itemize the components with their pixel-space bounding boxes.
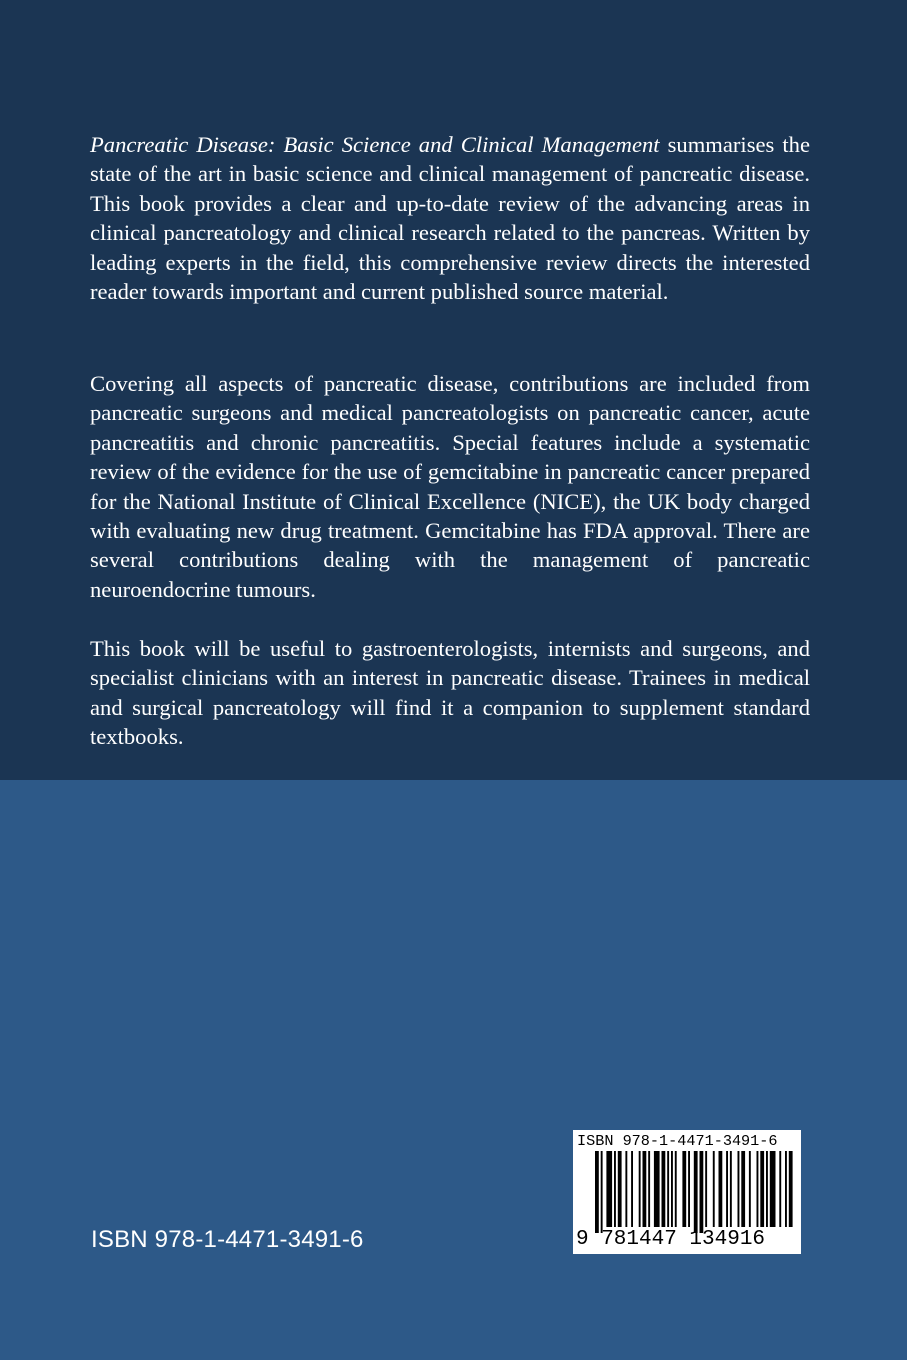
barcode-bar — [601, 1151, 603, 1233]
barcode-bar — [785, 1151, 787, 1227]
barcode-bar — [760, 1151, 764, 1227]
barcode-bar — [606, 1151, 612, 1227]
barcode-bar — [662, 1151, 666, 1227]
barcode-bar — [694, 1151, 698, 1233]
barcode-bar — [726, 1151, 728, 1227]
barcode-bar — [667, 1151, 669, 1227]
barcode-bar — [671, 1151, 673, 1227]
barcode-bar — [766, 1151, 768, 1227]
barcode-bar — [625, 1151, 627, 1227]
barcode-bar — [719, 1151, 723, 1227]
barcode-bars-icon — [573, 1151, 801, 1233]
barcode-bar — [705, 1151, 707, 1227]
blurb-paragraph-3: This book will be useful to gastroenterologists, internists and surgeons, and specialist clinicians with an interest in pancreatic disease. Trainees in medical and surgical pancreatology will find it a companion to supplement standard textbooks. — [90, 636, 810, 750]
barcode-bar — [789, 1151, 793, 1227]
barcode-bar — [675, 1151, 677, 1227]
barcode-bar — [618, 1151, 622, 1227]
barcode-bar — [631, 1151, 633, 1227]
book-title-italic: Pancreatic Disease: Basic Science and Clinical Management — [90, 132, 660, 157]
barcode-bar — [779, 1151, 781, 1227]
barcode-bar — [614, 1151, 616, 1227]
barcode-bar — [770, 1151, 776, 1227]
barcode-bar — [713, 1151, 715, 1227]
barcode-bar — [643, 1151, 647, 1227]
barcode-bar — [639, 1151, 641, 1227]
barcode-bar — [654, 1151, 660, 1227]
barcode-bar — [749, 1151, 751, 1227]
blurb-paragraph-1-text: summarises the state of the art in basic science and clinical management of pancreatic disease. This book provides a clear and up-to-date review of the advancing areas in clinical pancreatology and clinical research related to the pancreas. Written by leading experts in the field, this comprehensive review directs the interested reader towards important and current published source material. — [90, 132, 810, 305]
blurb-paragraph-2: Covering all aspects of pancreatic disease, contributions are included from pancreatic surgeons and medical pancreatologists on pancreatic cancer, acute pancreatitis and chronic pancreatitis. Special features include a systematic review of the evidence for the use of gemcitabine in pancreatic cancer prepared for the National Institute of Clinical Excellence (NICE), the UK body charged with evaluating new drug treatment. Gemcitabine has FDA approval. There are several contributions dealing with the management of pancreatic neuroendocrine tumours. — [90, 371, 810, 602]
barcode — [573, 1130, 801, 1254]
barcode-bar — [595, 1151, 599, 1233]
barcode-isbn-text: ISBN 978-1-4471-3491-6 — [577, 1132, 778, 1150]
barcode-bar — [730, 1151, 732, 1227]
barcode-digits: 9 781447 134916 — [576, 1228, 766, 1251]
barcode-bar — [700, 1151, 704, 1233]
isbn-label: ISBN 978-1-4471-3491-6 — [91, 1226, 364, 1253]
barcode-bar — [741, 1151, 745, 1227]
barcode-bar — [757, 1151, 759, 1227]
barcode-bar — [648, 1151, 650, 1227]
barcode-bar — [682, 1151, 686, 1227]
barcode-bar — [688, 1151, 690, 1227]
barcode-bar — [738, 1151, 740, 1227]
blurb-paragraph-1 — [90, 130, 810, 306]
